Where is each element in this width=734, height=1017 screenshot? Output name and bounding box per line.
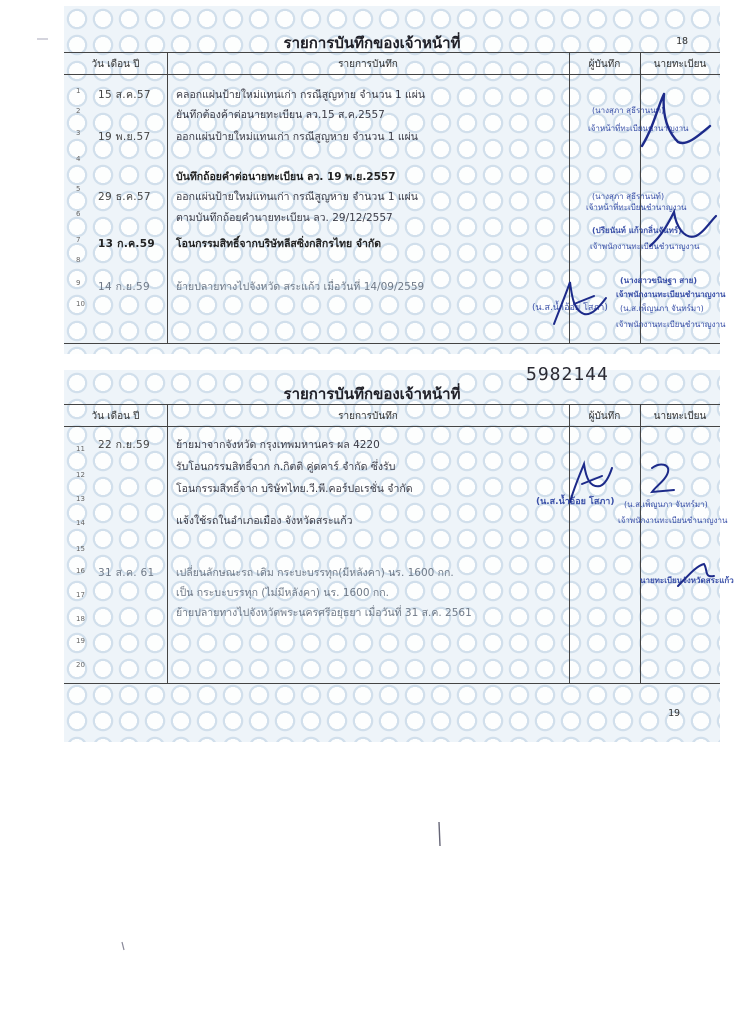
table-header [64, 405, 720, 427]
table-row: 11 22 ก.ย.59 ย้ายมาจากจังหวัด กรุงเทพมหานคร ผล 4220 [64, 435, 720, 453]
officer-stamp-title: เจ้าพนักงานทะเบียนชำนาญงาน [590, 242, 700, 251]
table-row: 4 บันทึกถ้อยคำต่อนายทะเบียน ลว. 19 พ.ย.2557 [76, 155, 396, 183]
row-date: 22 ก.ย.59 [98, 439, 150, 451]
officer-stamp-name: (ปรียนันท์ แก้วกลิ่นจันทร์) [592, 226, 682, 235]
row-date: 29 ธ.ค.57 [98, 191, 151, 203]
officer-stamp-title: เจ้าหน้าที่ทะเบียนชำนาญงาน [588, 124, 689, 133]
table-row: 13 โอนกรรมสิทธิ์จาก บริษัทไทย.วี.พี.คอร์ปอเรชั่น จำกัด [64, 479, 720, 497]
row-entry: ยันทึกต้องค้าต่อนายทะเบียน ลว.15 ส.ค.2557 [176, 109, 385, 121]
officer-stamp-name: (น.ส.น้ำอ้อย โสภา) [532, 303, 608, 313]
row-entry: เป็น กระบะบรรทุก (ไม่มีหลังคา) นร. 1600 กก. [176, 587, 389, 599]
record-sheet-page-19 [64, 364, 734, 742]
records-table [64, 404, 734, 684]
row-entry: คลอกแผ่นป้ายใหม่แทนเก่า กรณีสูญหาย จำนวน 1 แผ่น [176, 89, 426, 101]
header-entry: รายการบันทึก [338, 59, 398, 70]
table-row: 17 เป็น กระบะบรรทุก (ไม่มีหลังคา) นร. 1600 กก. [64, 583, 720, 601]
header-recorder: ผู้บันทึก [588, 411, 621, 422]
registrar-signature-icon [674, 556, 720, 592]
table-row: 9 14 ก.ย.59 ย้ายปลายทางไปจังหวัด สระแก้ว เมื่อวันที่ 14/09/2559 [76, 279, 425, 293]
table-header [64, 53, 720, 75]
table-row: 18 ย้ายปลายทางไปจังหวัดพระนครศรีอยุธยา เมื่อวันที่ 31 ส.ค. 2561 [64, 603, 720, 621]
row-entry: เปลี่ยนลักษณะรถ เดิม กระบะบรรทุก(มีหลังคา) นร. 1600 กก. [176, 567, 454, 579]
officer-stamp-name: (นางสุภา สุธีรานนท์) [592, 106, 665, 115]
page-number: 18 [676, 36, 689, 47]
row-date: 31 ส.ค. 61 [98, 567, 155, 579]
row-entry: โอนกรรมสิทธิ์จากบริษัทลีสซิ่งกสิกรไทย จำกัด [176, 238, 382, 250]
header-entry: รายการบันทึก [338, 411, 398, 422]
officer-stamp-name: (น.ส.เพ็ญนภา จันทร์มา) [620, 304, 704, 313]
table-row: 7 13 ก.ค.59 โอนกรรมสิทธิ์จากบริษัทลีสซิ่งกสิกรไทย จำกัด [76, 236, 382, 250]
scan-mark-icon [118, 940, 128, 952]
document-serial: 5982144 [526, 364, 609, 385]
row-entry: ย้ายปลายทางไปจังหวัดพระนครศรีอยุธยา เมื่อวันที่ 31 ส.ค. 2561 [176, 607, 472, 619]
row-date: 15 ส.ค.57 [98, 89, 151, 101]
row-date: 19 พ.ย.57 [98, 131, 151, 143]
page-number: 19 [668, 708, 681, 719]
recorder-signature-icon [544, 274, 614, 334]
row-entry: รับโอนกรรมสิทธิ์จาก ก.กิตติ คู่ดคาร์ จำกัด ซึ่งรับ [176, 461, 396, 473]
table-row: 6 ตามบันทึกถ้อยคำนายทะเบียน ลว. 29/12/2557 [76, 210, 393, 224]
scan-mark-icon [36, 36, 50, 42]
record-sheet-page-18 [64, 6, 726, 354]
table-row: 12 รับโอนกรรมสิทธิ์จาก ก.กิตติ คู่ดคาร์ จำกัด ซึ่งรับ [64, 457, 720, 475]
row-entry: ออกแผ่นป้ายใหม่แทนเก่า กรณีสูญหาย จำนวน 1 แผ่น [176, 191, 418, 203]
table-row: 5 29 ธ.ค.57 ออกแผ่นป้ายใหม่แทนเก่า กรณีสูญหาย จำนวน 1 แผ่น [76, 185, 418, 203]
table-row: 15 [76, 545, 85, 553]
table-row: 20 [76, 661, 85, 669]
sheet-title: รายการบันทึกของเจ้าหน้าที่ [283, 385, 461, 403]
registrar-signature-icon [644, 458, 684, 498]
header-registrar: นายทะเบียน [653, 411, 707, 422]
registrar-signature-icon [634, 86, 720, 160]
officer-stamp-name: (นางสาวขนิษฐา สาย) [620, 276, 698, 285]
header-registrar: นายทะเบียน [653, 59, 707, 70]
records-table [64, 52, 726, 344]
row-entry: บันทึกถ้อยคำต่อนายทะเบียน ลว. 19 พ.ย.2557 [176, 171, 396, 183]
row-date: 13 ก.ค.59 [98, 238, 155, 250]
row-entry: แจ้งใช้รถในอำเภอเมือง จังหวัดสระแก้ว [176, 515, 353, 527]
sheet-title: รายการบันทึกของเจ้าหน้าที่ [283, 34, 461, 52]
officer-stamp-title: เจ้าพนักงานทะเบียนชำนาญงาน [616, 320, 726, 329]
row-entry: ออกแผ่นป้ายใหม่แทนเก่า กรณีสูญหาย จำนวน 1 แผ่น [176, 131, 418, 143]
officer-stamp-title: เจ้าหน้าที่ทะเบียนชำนาญงาน [586, 203, 687, 212]
table-row: 2 ยันทึกต้องค้าต่อนายทะเบียน ลว.15 ส.ค.2557 [76, 107, 385, 121]
officer-stamp-name: (น.ส.เพ็ญนภา จันทร์มา) [624, 500, 708, 509]
scan-mark-icon [436, 820, 444, 850]
header-recorder: ผู้บันทึก [588, 59, 621, 70]
row-entry: ตามบันทึกถ้อยคำนายทะเบียน ลว. 29/12/2557 [176, 212, 393, 224]
table-row: 10 [76, 300, 85, 308]
row-date: 14 ก.ย.59 [98, 281, 150, 293]
header-date: วัน เดือน ปี [91, 411, 140, 422]
table-row: 14 แจ้งใช้รถในอำเภอเมือง จังหวัดสระแก้ว [64, 511, 720, 529]
header-date: วัน เดือน ปี [91, 59, 140, 70]
row-entry: โอนกรรมสิทธิ์จาก บริษัทไทย.วี.พี.คอร์ปอเรชั่น จำกัด [176, 483, 413, 495]
recorder-signature-icon [562, 458, 618, 508]
officer-stamp-title: เจ้าพนักงานทะเบียนชำนาญงาน [618, 516, 728, 525]
officer-stamp-title: เจ้าพนักงานทะเบียนชำนาญงาน [616, 290, 726, 299]
table-row: 16 31 ส.ค. 61 เปลี่ยนลักษณะรถ เดิม กระบะบรรทุก(มีหลังคา) นร. 1600 กก. [64, 563, 720, 581]
registrar-stamp: นายทะเบียนจังหวัดสระแก้ว [640, 576, 734, 585]
registrar-signature-icon [644, 206, 720, 256]
table-row: 8 [76, 256, 81, 264]
officer-stamp-name: (น.ส.น้ำอ้อย โสภา) [536, 497, 615, 507]
row-entry: ย้ายปลายทางไปจังหวัด สระแก้ว เมื่อวันที่ 14/09/2559 [176, 281, 425, 293]
table-row: 19 [76, 637, 85, 645]
officer-stamp-name: (นางสุภา สุธีรานนท์) [592, 192, 665, 201]
row-entry: ย้ายมาจากจังหวัด กรุงเทพมหานคร ผล 4220 [176, 439, 380, 451]
table-row: 1 15 ส.ค.57 คลอกแผ่นป้ายใหม่แทนเก่า กรณีสูญหาย จำนวน 1 แผ่น [76, 87, 426, 101]
table-row: 3 19 พ.ย.57 ออกแผ่นป้ายใหม่แทนเก่า กรณีสูญหาย จำนวน 1 แผ่น [76, 129, 418, 143]
